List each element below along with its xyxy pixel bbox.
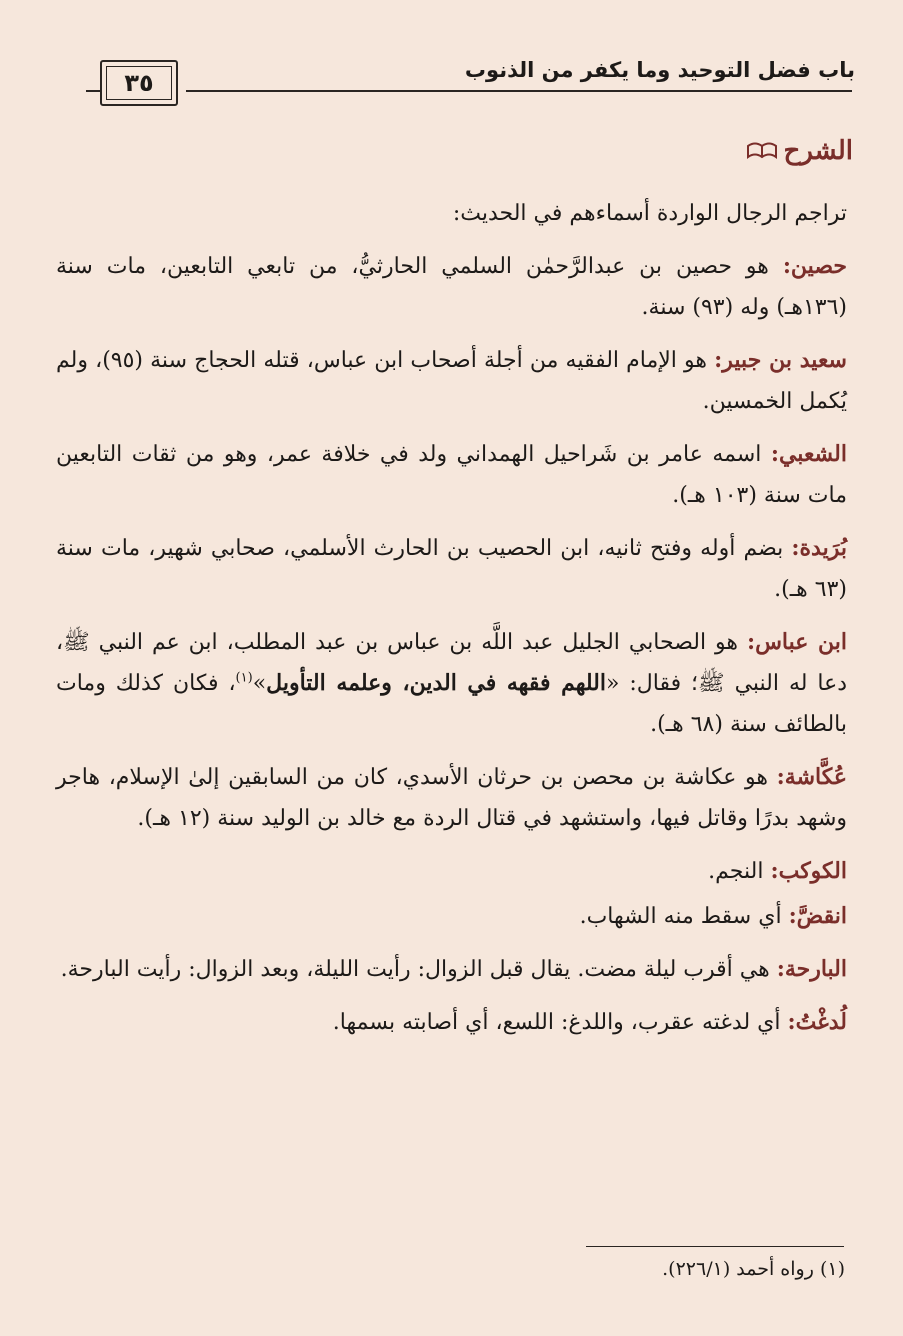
page-number-box <box>100 60 178 106</box>
entry-inqadda <box>56 896 847 937</box>
header-rule-right <box>186 90 852 92</box>
entry-husain <box>56 246 847 328</box>
entry-term: حصين: <box>782 253 847 279</box>
entry-kawkab <box>56 851 847 892</box>
entry-text: هو حصين بن عبدالرَّحمٰن السلمي الحارثيُّ، من تابعي التابعين، مات سنة (١٣٦هـ) وله (٩٣) سنة. <box>56 254 847 320</box>
entry-text: هو الصحابي الجليل عبد اللَّه بن عباس بن عبد المطلب، ابن عم النبي ﷺ، دعا له النبي ﷺ؛ فقال: « <box>56 630 848 696</box>
body-text <box>56 193 847 1055</box>
quote-close: » <box>252 671 267 696</box>
entry-term: لُدغْتُ: <box>787 1009 847 1035</box>
entry-text-end: ، فكان كذلك ومات بالطائف سنة (٦٨ هـ). <box>56 671 847 737</box>
sharh-heading <box>746 136 853 166</box>
entry-term: عُكَّاشة: <box>776 764 847 790</box>
entry-text: هو عكاشة بن محصن بن حرثان الأسدي، كان من السابقين إلىٰ الإسلام، هاجر وشهد بدرًا وقاتل فيها، واستشهد في قتال الردة مع خالد بن الوليد سنة (١٢ هـ). <box>56 765 847 831</box>
footnote-separator <box>586 1246 844 1247</box>
entry-term: ابن عباس: <box>746 629 847 655</box>
entry-text: أي سقط منه الشهاب. <box>579 904 789 929</box>
entry-text: أي لدغته عقرب، واللدغ: اللسع، أي أصابته بسمها. <box>332 1010 788 1035</box>
entry-baariha <box>56 949 847 990</box>
entry-ibn-abbas <box>56 622 847 745</box>
entry-text: اسمه عامر بن شَراحيل الهمداني ولد في خلافة عمر، وهو من ثقات التابعين مات سنة (١٠٣ هـ). <box>56 442 847 508</box>
entry-text: بضم أوله وفتح ثانيه، ابن الحصيب بن الحارث الأسلمي، صحابي شهير، مات سنة (٦٣ هـ). <box>56 536 847 602</box>
hadith-quote: اللهم فقهه في الدين، وعلمه التأويل <box>266 670 606 696</box>
footnote-text: رواه أحمد (٢٢٦/١). <box>662 1258 814 1280</box>
entry-term: البارحة: <box>776 956 847 982</box>
entry-term: سعيد بن جبير: <box>714 347 847 373</box>
entry-term: الكوكب: <box>770 858 847 884</box>
entry-term: الشعبي: <box>770 441 847 467</box>
entry-buraida <box>56 528 847 610</box>
sharh-heading-label: الشرح <box>783 136 853 166</box>
entry-said-ibn-jubair <box>56 340 847 422</box>
header-rule-left <box>86 90 100 92</box>
page-number: ٣٥ <box>124 69 154 97</box>
entry-term: انقضَّ: <box>788 903 847 929</box>
chapter-title: باب فضل التوحيد وما يكفر من الذنوب <box>464 58 855 82</box>
entry-text: النجم. <box>708 859 771 884</box>
open-book-icon <box>746 142 778 160</box>
entry-ludightu <box>56 1002 847 1043</box>
footnote-ref[interactable]: (١) <box>235 670 253 686</box>
footnote-number: (١) <box>819 1258 845 1280</box>
intro-paragraph: تراجم الرجال الواردة أسماءهم في الحديث: <box>452 201 847 226</box>
entry-ukkasha <box>56 757 847 839</box>
entry-text: هي أقرب ليلة مضت. يقال قبل الزوال: رأيت الليلة، وبعد الزوال: رأيت البارحة. <box>60 957 777 982</box>
entry-shabi <box>56 434 847 516</box>
footnote <box>662 1258 845 1280</box>
entry-term: بُرَيدة: <box>791 535 847 561</box>
entry-text: هو الإمام الفقيه من أجلة أصحاب ابن عباس، قتله الحجاج سنة (٩٥)، ولم يُكمل الخمسين. <box>56 348 847 414</box>
